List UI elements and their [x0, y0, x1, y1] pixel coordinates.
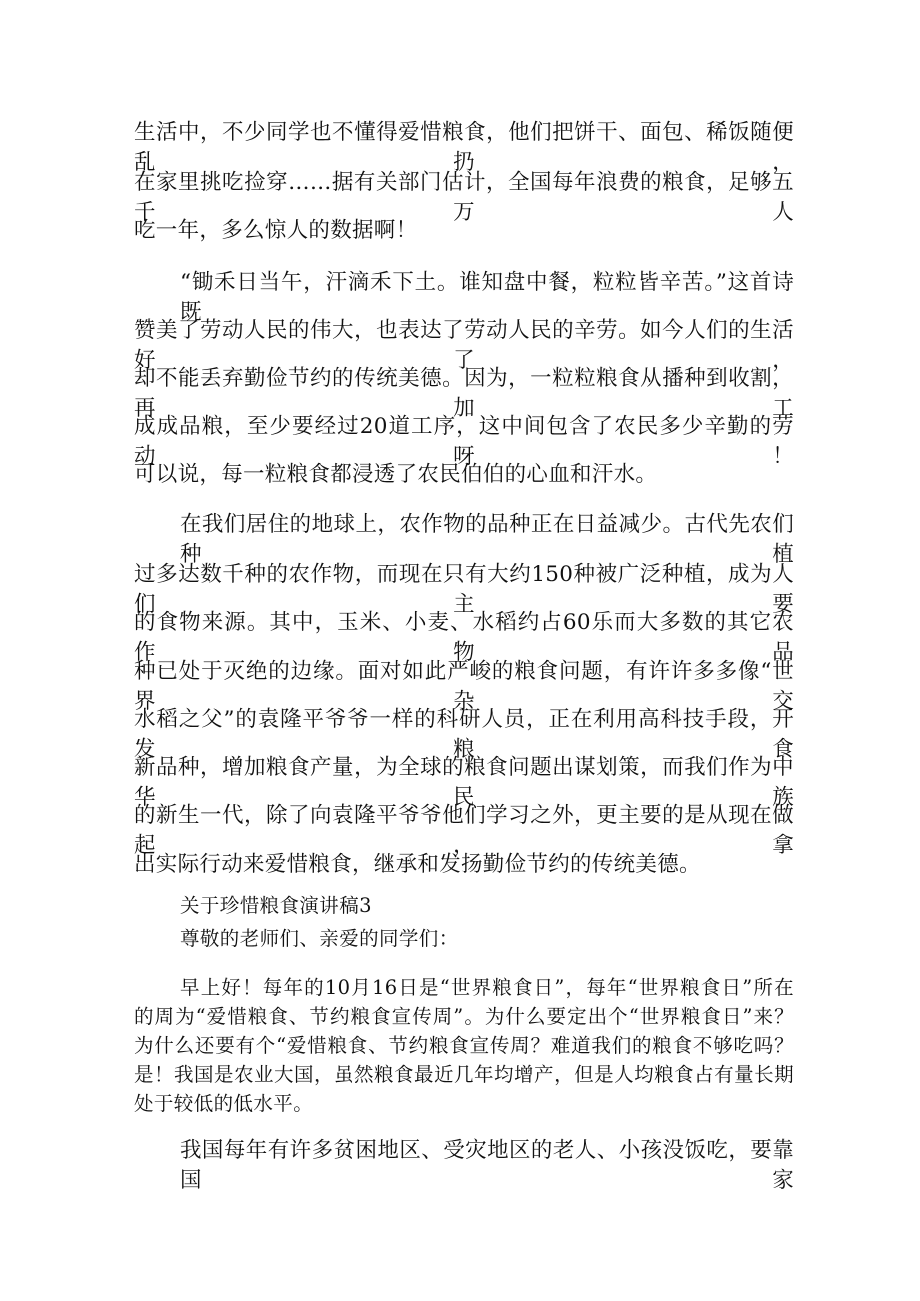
- paragraph-2-line-5: 可以说，每一粒粮食都浸透了农民伯伯的心血和汗水。: [134, 462, 658, 487]
- paragraph-3-line-3: 的食物来源。其中，玉米、小麦、水稻约占60乐而大多数的其它农作物品: [134, 610, 794, 665]
- paragraph-3-line-7: 的新生一代，除了向袁隆平爷爷他们学习之外，更主要的是从现在做起，拿: [134, 803, 794, 858]
- paragraph-4-line-1: 早上好！每年的10月16日是“世界粮食日”，每年“世界粮食日”所在: [180, 976, 794, 999]
- paragraph-2-line-2: 赞美了劳动人民的伟大，也表达了劳动人民的辛劳。如今人们的生活好了，: [134, 318, 794, 373]
- paragraph-3-line-2: 过多达数千种的农作物，而现在只有大约150种被广泛种植，成为人们主要: [134, 562, 794, 617]
- paragraph-1-line-1: 生活中，不少同学也不懂得爱惜粮食，他们把饼干、面包、稀饭随便乱扔，: [134, 120, 794, 175]
- paragraph-4-line-5: 处于较低的低水平。: [134, 1092, 314, 1115]
- paragraph-2-line-4: 成成品粮，至少要经过20道工序，这中间包含了农民多少辛勤的劳动呀！: [134, 414, 794, 469]
- paragraph-3-line-6: 新品种，增加粮食产量，为全球的粮食问题出谋划策，而我们作为中华民族: [134, 755, 794, 810]
- paragraph-4-line-2: 的周为“爱惜粮食、节约粮食宣传周”。为什么要定出个“世界粮食日”来？: [134, 1005, 794, 1028]
- paragraph-3-line-1: 在我们居住的地球上，农作物的品种正在日益减少。古代先农们种植: [180, 512, 794, 567]
- paragraph-1-line-3: 吃一年，多么惊人的数据啊！: [134, 218, 418, 243]
- paragraph-2-line-1: “锄禾日当午，汗滴禾下土。谁知盘中餐，粒粒皆辛苦。”这首诗既: [180, 270, 794, 325]
- paragraph-4-line-4: 是！我国是农业大国，虽然粮食最近几年均增产，但是人均粮食占有量长期: [134, 1063, 794, 1086]
- salutation: 尊敬的老师们、亲爱的同学们：: [180, 927, 459, 950]
- paragraph-1-line-2: 在家里挑吃捡穿……据有关部门估计，全国每年浪费的粮食，足够五千万人: [134, 170, 794, 225]
- paragraph-3-line-5: 水稻之父”的袁隆平爷爷一样的科研人员，正在利用高科技手段，开发粮食: [134, 707, 794, 762]
- speech-heading: 关于珍惜粮食演讲稿3: [180, 894, 372, 917]
- paragraph-3-line-4: 种已处于灭绝的边缘。面对如此严峻的粮食问题，有许许多多像“世界杂交: [134, 659, 794, 714]
- paragraph-2-line-3: 却不能丢弃勤俭节约的传统美德。因为，一粒粒粮食从播种到收割，再加工: [134, 366, 794, 421]
- paragraph-5-line-1: 我国每年有许多贫困地区、受灾地区的老人、小孩没饭吃，要靠国家: [180, 1138, 794, 1193]
- paragraph-4-line-3: 为什么还要有个“爱惜粮食、节约粮食宣传周？难道我们的粮食不够吃吗？: [134, 1034, 794, 1057]
- paragraph-3-line-8: 出实际行动来爱惜粮食，继承和发扬勤俭节约的传统美德。: [134, 852, 701, 877]
